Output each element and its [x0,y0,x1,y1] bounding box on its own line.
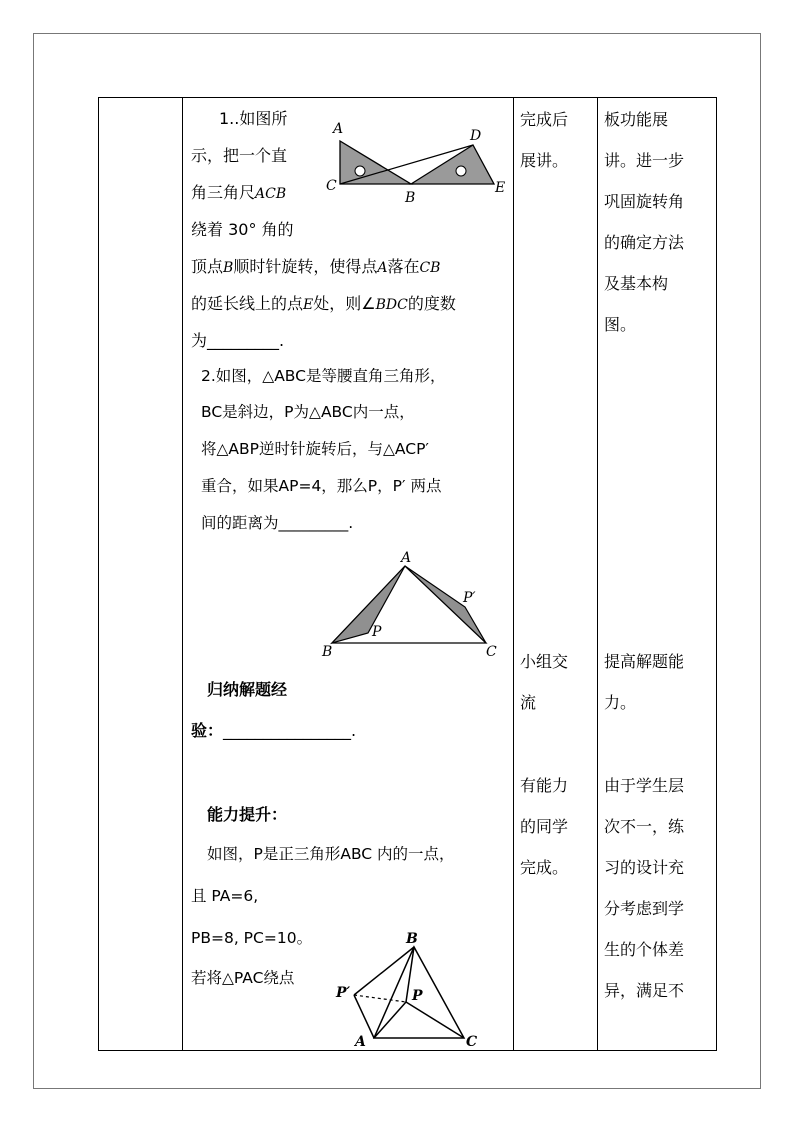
segment-pa [374,1002,406,1038]
hole-left [355,166,365,176]
q1-line4: 绕着 30° 角的 [191,220,294,239]
triangle-abp [332,566,405,643]
label-p-prime: P′ [336,985,351,1001]
lesson-table [98,97,717,1051]
label-p: P [372,624,382,640]
label-a: A [401,550,412,566]
isosceles-triangle-figure [313,550,513,665]
q1-line2: 示，把一个直 [191,146,288,165]
label-a: A [333,121,344,137]
segment-p-prime-b [354,947,414,995]
student-activity-cell [514,98,598,1051]
ability-line2: 且 PA=6, [191,887,259,905]
label-b: B [406,931,418,947]
label-a: A [355,1034,366,1050]
q2-line4: 重合，如果AP=4，那么P，P′ 两点 [201,477,442,495]
segment-p-p-prime [354,995,406,1002]
empty-column-cell [99,98,183,1051]
hole-right [456,166,466,176]
design-intent-cell [598,98,717,1051]
label-c: C [466,1034,478,1050]
intent-consolidate: 板功能展 讲。进一步 巩固旋转角 的确定方法 及基本构 图。 [604,110,685,334]
q2-line5: 间的距离为_________. [201,514,354,532]
triangle-acb [340,141,411,184]
equilateral-triangle-figure [328,925,508,1050]
label-p: P [412,988,423,1004]
label-c: C [486,644,497,660]
ability-line3: PB=8, PC=10。 [191,929,313,947]
q2-line3: 将△ABP逆时针旋转后，与△ACP′ [201,440,429,458]
q1-line7: 为_________. [191,331,285,350]
label-b: B [322,644,333,660]
intent-differentiate: 由于学生层 次不一，练 习的设计充 分考虑到学 生的个体差 异，满足不 [604,776,685,1000]
q1-line1: 1..如图所 [219,109,288,128]
q2-line1: 2.如图，△ABC是等腰直角三角形， [201,367,446,385]
summary-line: 验：________________. [191,721,357,740]
q1-line3: 角三角尺ACB [191,183,287,202]
q1-line6: 的延长线上的点E处，则∠BDC的度数 [191,294,456,313]
q1-line5: 顶点B顺时针旋转，使得点A落在CB [191,257,441,276]
label-p-prime: P′ [463,590,476,606]
label-d: D [470,128,482,144]
q2-line2: BC是斜边，P为△ABC内一点， [201,403,415,421]
label-c: C [326,178,337,194]
exercise-cell [183,98,514,1051]
activity-advanced: 有能力 的同学 完成。 [520,776,569,877]
summary-heading: 归纳解题经 [207,680,288,699]
set-square-figure [323,118,506,213]
label-e: E [495,180,506,196]
segment-p-prime-a [354,995,374,1038]
ability-heading: 能力提升： [207,805,288,824]
intent-improve: 提高解题能 力。 [604,652,685,712]
activity-group: 小组交 流 [520,652,569,712]
ability-line4: 若将△PAC绕点 [191,969,295,987]
ability-line1: 如图，P是正三角形ABC 内的一点， [207,845,455,863]
label-b: B [405,190,416,206]
segment-pc [406,1002,464,1038]
activity-present: 完成后 展讲。 [520,110,569,170]
